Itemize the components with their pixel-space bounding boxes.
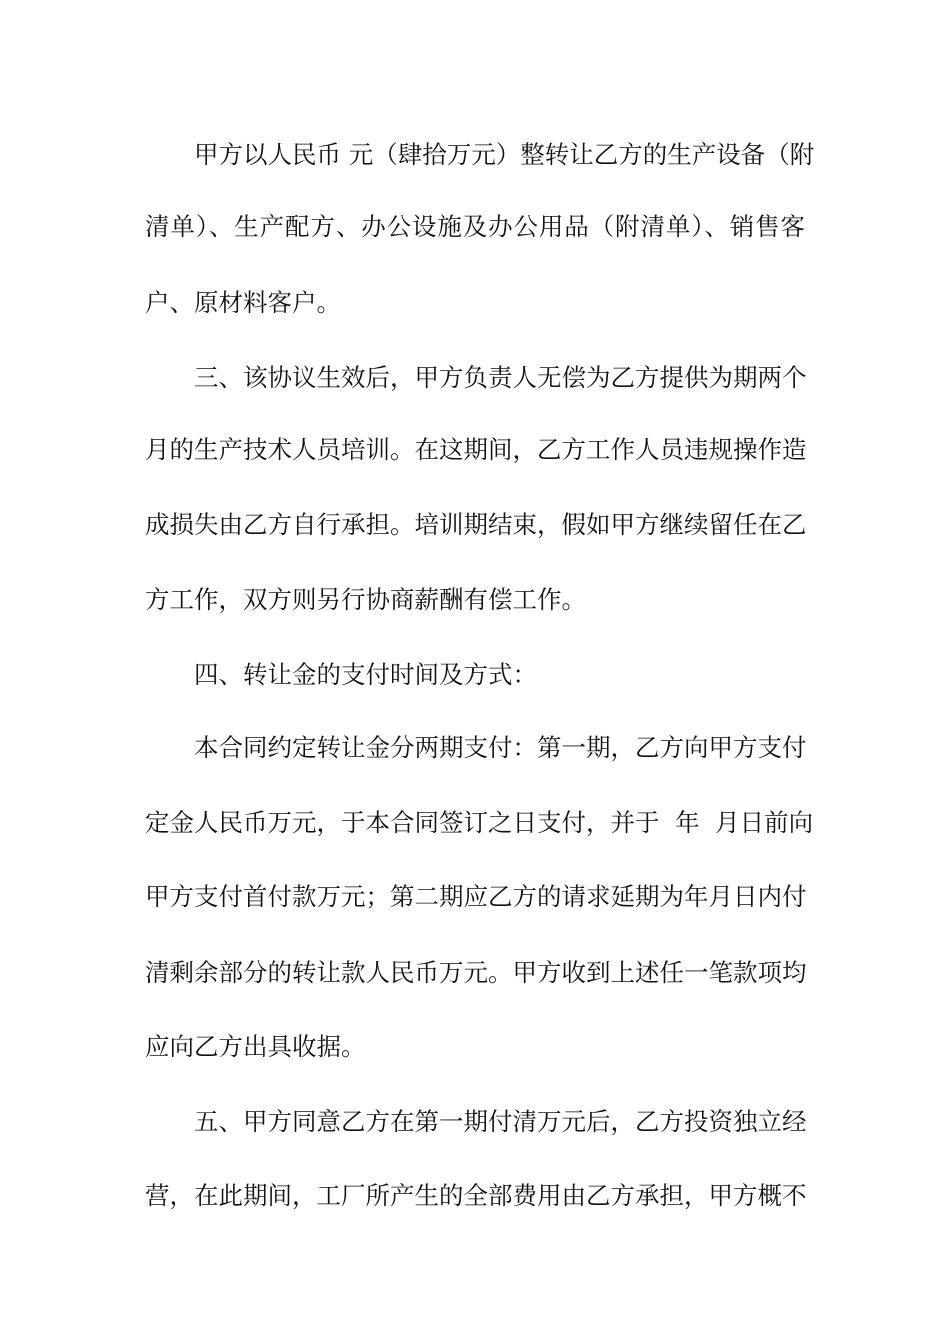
paragraph-line: 清单）、生产配方、办公设施及办公用品（附清单）、销售客 [145, 212, 805, 241]
paragraph-line: 定金人民币万元，于本合同签订之日支付，并于 年 月日前向 [145, 808, 814, 837]
paragraph-line: 甲方以人民币 元（肆拾万元）整转让乙方的生产设备（附 [194, 140, 815, 169]
paragraph-line: 方工作，双方则另行协商薪酬有偿工作。 [145, 585, 586, 614]
paragraph-line: 甲方支付首付款万元；第二期应乙方的请求延期为年月日内付 [145, 882, 807, 911]
section-heading: 四、转让金的支付时间及方式： [194, 660, 537, 689]
paragraph-line: 户、原材料客户。 [145, 288, 341, 317]
paragraph-line: 三、该协议生效后，甲方负责人无偿为乙方提供为期两个 [194, 363, 807, 392]
paragraph-line: 清剩余部分的转让款人民币万元。甲方收到上述任一笔款项均 [145, 958, 807, 987]
paragraph-line: 营，在此期间，工厂所产生的全部费用由乙方承担，甲方概不 [145, 1181, 807, 1210]
paragraph-line: 应向乙方出具收据。 [145, 1032, 366, 1061]
paragraph-line: 月的生产技术人员培训。在这期间，乙方工作人员违规操作造 [145, 435, 807, 464]
paragraph-line: 五、甲方同意乙方在第一期付清万元后，乙方投资独立经 [194, 1107, 807, 1136]
paragraph-line: 成损失由乙方自行承担。培训期结束，假如甲方继续留任在乙 [145, 510, 807, 539]
paragraph-line: 本合同约定转让金分两期支付：第一期，乙方向甲方支付 [194, 733, 807, 762]
